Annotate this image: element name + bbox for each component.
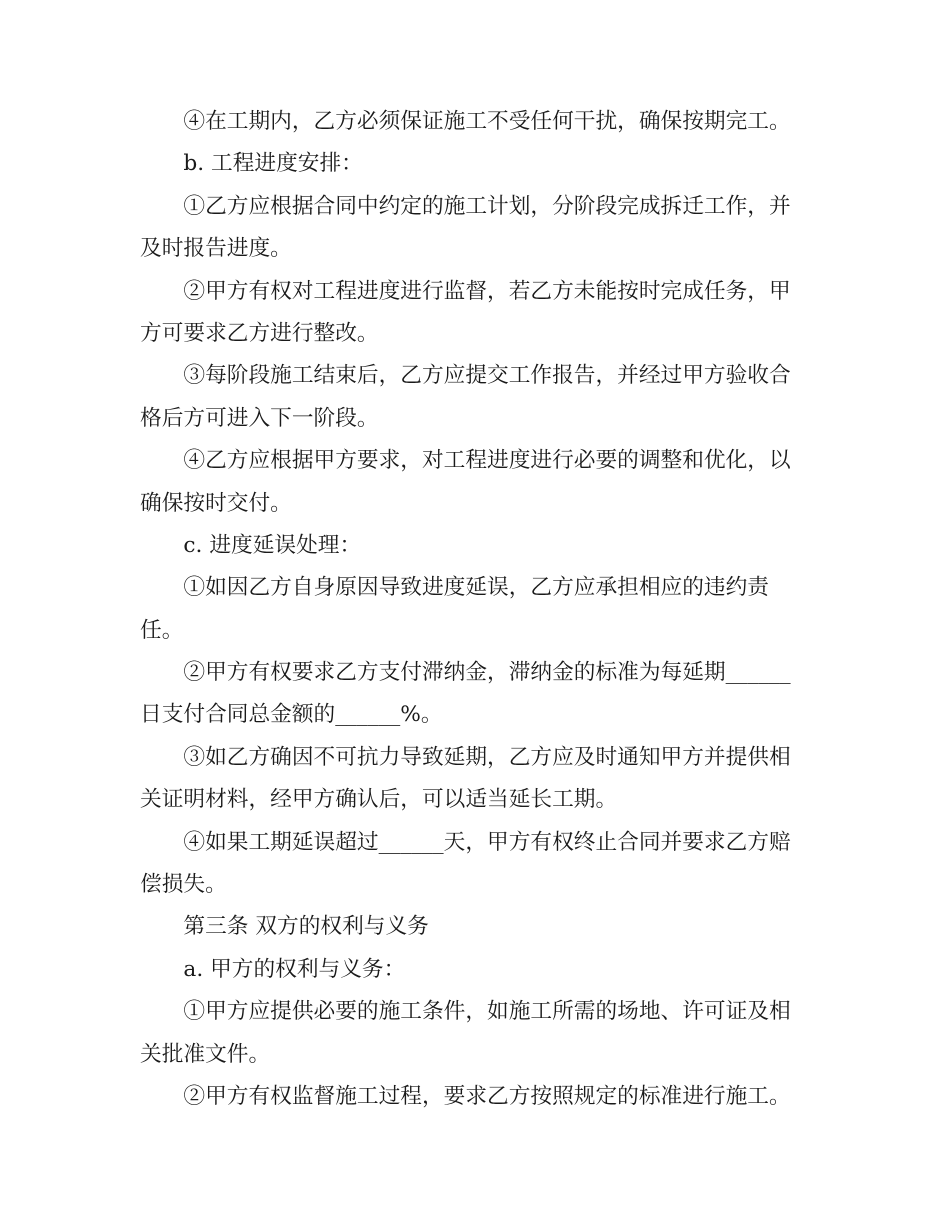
text-line: 方可要求乙方进行整改。 [140,320,379,346]
paragraph-c-3 [140,737,810,822]
text-line: 确保按时交付。 [140,490,292,516]
text-line: ④乙方应根据甲方要求，对工程进度进行必要的调整和优化，以 [183,448,791,474]
text-line: 关批准文件。 [140,1041,271,1067]
section-heading-c [140,525,810,567]
paragraph-c-4 [140,822,810,907]
paragraph-b-3 [140,355,810,440]
paragraph-clause-4-schedule [140,101,810,143]
article-heading-3 [140,906,810,948]
text-line: 任。 [140,617,184,643]
text-line: ④如果工期延误超过______天，甲方有权终止合同并要求乙方赔 [183,829,791,855]
text-line: 格后方可进入下一阶段。 [140,405,379,431]
paragraph-b-2 [140,271,810,356]
paragraph-b-4 [140,440,810,525]
text-line: ③每阶段施工结束后，乙方应提交工作报告，并经过甲方验收合 [183,363,791,389]
text-line: a. 甲方的权利与义务： [183,956,406,982]
text-line: ②甲方有权监督施工过程，要求乙方按照规定的标准进行施工。 [183,1083,791,1109]
text-line: ①甲方应提供必要的施工条件，如施工所需的场地、许可证及相 [183,999,791,1025]
paragraph-c-1 [140,567,810,652]
text-line: 偿损失。 [140,872,227,898]
text-line: 第三条 双方的权利与义务 [183,914,429,940]
text-line: ④在工期内，乙方必须保证施工不受任何干扰，确保按期完工。 [183,109,791,134]
paragraph-c-2 [140,652,810,737]
text-line: ②甲方有权对工程进度进行监督，若乙方未能按时完成任务，甲 [183,278,791,304]
paragraph-b-1 [140,186,810,271]
text-line: 关证明材料，经甲方确认后，可以适当延长工期。 [140,787,618,813]
section-heading-b [140,143,810,185]
section-heading-a [140,949,810,991]
text-line: ③如乙方确因不可抗力导致延期，乙方应及时通知甲方并提供相 [183,744,791,770]
paragraph-a-2 [140,1076,810,1118]
text-line: ①乙方应根据合同中约定的施工计划，分阶段完成拆迁工作，并 [183,193,791,219]
text-line: b. 工程进度安排： [183,151,363,177]
text-line: 日支付合同总金额的______%。 [140,702,443,728]
paragraph-a-1 [140,991,810,1076]
text-line: c. 进度延误处理： [183,532,362,558]
text-line: 及时报告进度。 [140,236,292,262]
text-line: ②甲方有权要求乙方支付滞纳金，滞纳金的标准为每延期______ [183,660,791,686]
text-line: ①如因乙方自身原因导致进度延误，乙方应承担相应的违约责 [183,575,769,601]
